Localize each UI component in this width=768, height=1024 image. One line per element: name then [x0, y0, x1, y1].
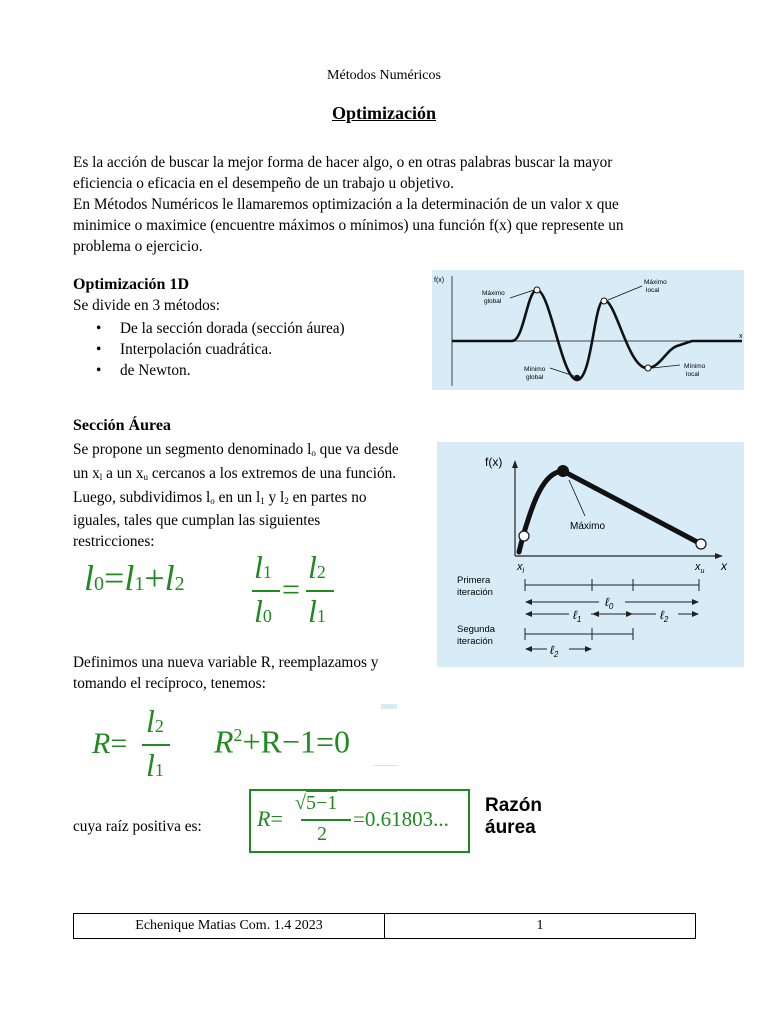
document-header: Métodos Numéricos	[327, 68, 441, 83]
min-local-label: local	[686, 371, 700, 378]
fx-label: f(x)	[434, 277, 445, 284]
page-number: 1	[536, 918, 544, 933]
max-marker	[557, 465, 569, 477]
optim-1d-text: Se divide en 3 métodos:	[73, 297, 221, 314]
l1-label: ℓ$_1$	[573, 608, 582, 624]
max-local-label: local	[646, 287, 660, 294]
segunda-label: Segunda	[457, 624, 496, 635]
aurea-paragraph: Se propone un segmento denominado $l_o$ que va desde un $x_l$ a un $x_u$ cercanos a los extremos de una función. Luego, subdividimos $l_o$ en un $l_1$ y $l_2$ en partes no iguales, tales que cumplan las siguientes restricciones:	[73, 441, 399, 551]
equation-segment-sum: l0=l1+l2	[84, 558, 185, 598]
golden-section-figure	[437, 442, 744, 667]
xl-marker	[519, 531, 529, 541]
l2-label: ℓ$_2$	[660, 608, 669, 624]
list-item: • De la sección dorada (sección áurea)	[96, 318, 345, 339]
intro-line-5: problema o ejercicio.	[73, 238, 203, 255]
l2-second-label: ℓ$_2$	[550, 643, 559, 659]
definimos-paragraph: Definimos una nueva variable R, reemplazamos y tomando el recíproco, tenemos:	[73, 654, 379, 692]
x-axis-label: x	[739, 333, 743, 340]
intro-line-3: En Métodos Numéricos le llamaremos optimización a la determinación de un valor x que	[73, 196, 619, 213]
min-global-label: global	[526, 374, 544, 381]
intro-line-1: Es la acción de buscar la mejor forma de hacer algo, o en otras palabras buscar la mayor	[73, 154, 613, 171]
min-local-label: Mínimo	[684, 363, 706, 370]
equation-quadratic: $R^2+R-1=0$	[214, 723, 351, 760]
xu-label: $x_u$	[695, 561, 705, 575]
decoration	[374, 765, 398, 766]
l0-label: ℓ$_0$	[605, 595, 614, 611]
min-local-marker	[645, 365, 651, 371]
max-global-marker	[534, 287, 540, 293]
xu-marker	[696, 539, 706, 549]
intro-line-4: minimice o maximice (encuentre máximos o mínimos) una función f(x) que represente un	[73, 217, 624, 234]
aurea-heading: Sección Áurea	[73, 417, 171, 434]
min-global-label: Mínimo	[524, 366, 546, 373]
footer-table	[73, 913, 696, 939]
methods-list	[96, 318, 345, 381]
footer-author: Echenique Matias Com. 1.4 2023	[74, 914, 385, 938]
xl-label: $x_l$	[517, 561, 525, 575]
fx-label: f(x)	[485, 455, 503, 469]
page-title: Optimización	[332, 103, 436, 123]
equation-r-definition: R= l2 l1	[92, 704, 182, 789]
max-local-marker	[601, 298, 607, 304]
max-local-label: Máximo	[644, 279, 667, 286]
equation-ratio: l1 l0 = l2 l1	[252, 550, 342, 635]
segunda-label: iteración	[457, 636, 493, 647]
intro-paragraph	[73, 152, 693, 257]
max-label: Máximo	[570, 521, 606, 532]
decoration	[381, 704, 397, 709]
list-item: • Interpolación cuadrática.	[96, 339, 345, 360]
x-axis-label: x	[721, 559, 727, 573]
max-global-label: global	[484, 298, 502, 305]
primera-label: Primera	[457, 575, 491, 586]
golden-ratio-label: Razón áurea	[485, 795, 542, 838]
intro-line-2: eficiencia o eficacia en el desempeño de un trabajo u objetivo.	[73, 175, 454, 192]
max-global-label: Máximo	[482, 290, 505, 297]
extrema-figure	[432, 270, 744, 390]
list-item: • de Newton.	[96, 360, 345, 381]
min-global-marker	[574, 375, 580, 381]
positive-root-label: cuya raíz positiva es:	[73, 818, 202, 835]
golden-ratio-box: R= √5−1 2 =0.61803...	[249, 789, 470, 853]
optim-1d-heading: Optimización 1D	[73, 276, 189, 293]
primera-label: iteración	[457, 587, 493, 598]
